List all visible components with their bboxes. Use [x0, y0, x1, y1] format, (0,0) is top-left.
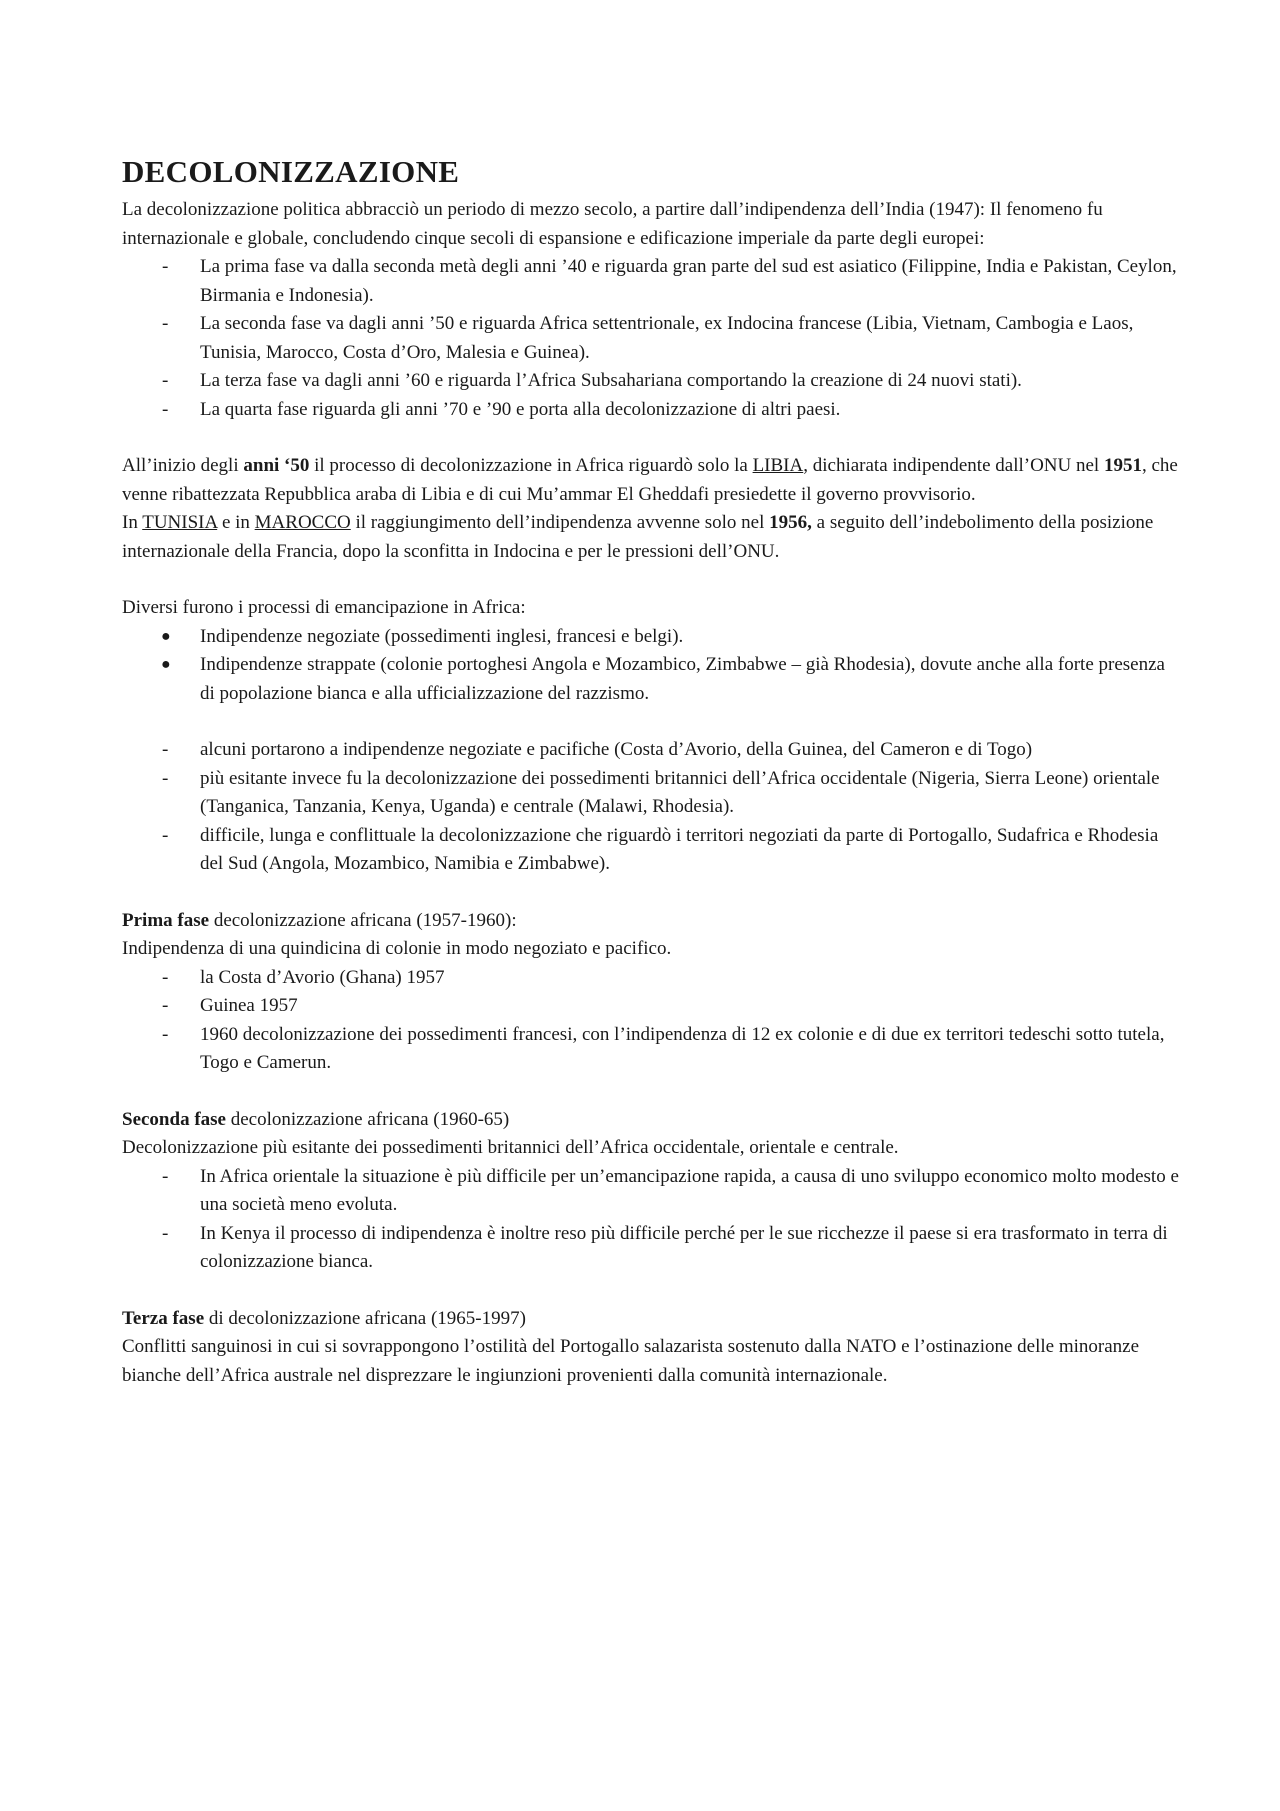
dash-marker: -	[162, 966, 169, 988]
document-page	[122, 150, 1182, 1390]
text-run: decolonizzazione africana (1960-65)	[225, 1108, 510, 1130]
list-item-text: La prima fase va dalla seconda metà degli anni ’40 e riguarda gran parte del sud est asiatico (Filippine, India e Pakistan, Ceylon, Birmania e Indonesia).	[200, 256, 1177, 306]
list-item	[122, 310, 1182, 367]
text-run: il raggiungimento dell’indipendenza avvenne solo nel	[350, 512, 770, 533]
list-item	[122, 253, 1182, 310]
intro-paragraph: La decolonizzazione politica abbracciò un periodo di mezzo secolo, a partire dall’indipendenza dell’India (1947): Il fenomeno fu internazionale e globale, concludendo cinque secoli di espansione e edificazione imperiale da parte degli europei:	[122, 199, 1103, 249]
bold-text: Terza fase	[122, 1307, 205, 1329]
dash-marker: -	[162, 370, 169, 391]
list-item	[122, 765, 1182, 822]
bullet-marker: ●	[161, 627, 171, 645]
text-run: In	[122, 512, 143, 533]
second-phase-description: Decolonizzazione più esitante dei possedimenti britannici dell’Africa occidentale, orientale e centrale.	[122, 1137, 899, 1158]
first-phase-list	[122, 964, 1182, 1078]
document-title: DECOLONIZZAZIONE	[122, 154, 460, 189]
first-phase-description: Indipendenza di una quindicina di colonie in modo negoziato e pacifico.	[122, 938, 672, 959]
list-item	[122, 396, 1182, 425]
processes-intro: Diversi furono i processi di emancipazione in Africa:	[122, 597, 526, 618]
dash-marker: -	[162, 824, 169, 846]
text-run: , che venne ribattezzata Repubblica araba di Libia e di cui Mu’ammar El Gheddafi presiedette il governo provvisorio.	[122, 455, 1178, 505]
bullet-marker: ●	[161, 656, 171, 673]
list-item-text: la Costa d’Avorio (Ghana) 1957	[200, 966, 445, 988]
dash-marker: -	[162, 995, 169, 1016]
text-run: All’inizio degli	[122, 455, 244, 476]
bold-text: 1956,	[769, 512, 812, 533]
process-types-list	[122, 623, 1182, 709]
spacer	[122, 879, 1182, 907]
list-item-text: La seconda fase va dagli anni ’50 e riguarda Africa settentrionale, ex Indocina francese (Libia, Vietnam, Cambogia e Laos, Tunisia, Marocco, Costa d’Oro, Malesia e Guinea).	[200, 313, 1134, 363]
list-item	[122, 736, 1182, 765]
spacer	[122, 1277, 1182, 1305]
underlined-text: MAROCCO	[254, 512, 351, 533]
third-phase-description: Conflitti sanguinosi in cui si sovrappongono l’ostilità del Portogallo salazarista sostenuto dalla NATO e l’ostinazione delle minoranze bianche dell’Africa australe nel disprezzare le ingiunzioni provenienti dalla comunità internazionale.	[122, 1336, 1140, 1386]
spacer	[122, 1078, 1182, 1106]
spacer	[122, 566, 1182, 594]
underlined-text: LIBIA	[752, 455, 804, 476]
phases-list	[122, 253, 1182, 424]
process-details-list	[122, 736, 1182, 879]
tunisia-paragraph	[122, 509, 1182, 566]
list-item-text: 1960 decolonizzazione dei possedimenti francesi, con l’indipendenza di 12 ex colonie e di due ex territori tedeschi sotto tutela, Togo e Camerun.	[200, 1023, 1165, 1073]
dash-marker: -	[162, 1222, 169, 1244]
dash-marker: -	[162, 739, 169, 760]
list-item-text: La terza fase va dagli anni ’60 e riguarda l’Africa Subsahariana comportando la creazione di 24 nuovi stati).	[200, 370, 1022, 391]
text-run: il processo di decolonizzazione in Africa riguardò solo la	[309, 455, 753, 476]
text-run: e in	[217, 512, 255, 533]
list-item	[122, 1220, 1182, 1277]
dash-marker: -	[162, 256, 169, 277]
list-item	[122, 1163, 1182, 1220]
list-item-text: Guinea 1957	[200, 995, 298, 1016]
list-item-text: più esitante invece fu la decolonizzazione dei possedimenti britannici dell’Africa occidentale (Nigeria, Sierra Leone) orientale (Tanganica, Tanzania, Kenya, Uganda) e centrale (Malawi, Rhodesia).	[200, 767, 1160, 817]
third-phase-heading	[122, 1305, 1182, 1334]
spacer	[122, 708, 1182, 736]
text-run: a seguito dell’indebolimento della posizione internazionale della Francia, dopo la sconfitta in Indocina e per le pressioni dell’ONU.	[122, 512, 1154, 562]
text-run: , dichiarata indipendente dall’ONU nel	[803, 455, 1104, 476]
dash-marker: -	[162, 1165, 169, 1187]
second-phase-heading	[122, 1106, 1182, 1135]
dash-marker: -	[162, 767, 169, 789]
text-run: di decolonizzazione africana (1965-1997)	[204, 1307, 526, 1329]
list-item	[122, 1021, 1182, 1078]
list-item	[122, 651, 1182, 708]
text-run: decolonizzazione africana (1957-1960):	[209, 909, 517, 931]
list-item	[122, 623, 1182, 652]
list-item-text: In Africa orientale la situazione è più difficile per un’emancipazione rapida, a causa di uno sviluppo economico molto modesto e una società meno evoluta.	[200, 1165, 1179, 1215]
list-item-text: La quarta fase riguarda gli anni ’70 e ’90 e porta alla decolonizzazione di altri paesi.	[200, 398, 841, 420]
list-item	[122, 367, 1182, 396]
bold-text: 1951	[1103, 455, 1142, 476]
list-item-text: alcuni portarono a indipendenze negoziate e pacifiche (Costa d’Avorio, della Guinea, del Cameron e di Togo)	[200, 739, 1033, 760]
bold-text: Seconda fase	[122, 1108, 226, 1130]
dash-marker: -	[162, 313, 169, 334]
list-item	[122, 992, 1182, 1021]
bold-text: Prima fase	[122, 909, 210, 931]
dash-marker: -	[162, 398, 169, 420]
list-item-text: difficile, lunga e conflittuale la decolonizzazione che riguardò i territori negoziati da parte di Portogallo, Sudafrica e Rhodesia del Sud (Angola, Mozambico, Namibia e Zimbabwe).	[200, 824, 1159, 874]
second-phase-list	[122, 1163, 1182, 1277]
libia-paragraph	[122, 452, 1182, 509]
bold-text: anni ‘50	[243, 455, 310, 476]
spacer	[122, 424, 1182, 452]
list-item	[122, 964, 1182, 993]
list-item-text: Indipendenze negoziate (possedimenti inglesi, francesi e belgi).	[200, 625, 684, 647]
list-item-text: Indipendenze strappate (colonie portoghesi Angola e Mozambico, Zimbabwe – già Rhodesia), dovute anche alla forte presenza di popolazione bianca e alla ufficializzazione del razzismo.	[200, 654, 1165, 704]
underlined-text: TUNISIA	[142, 512, 218, 533]
list-item	[122, 822, 1182, 879]
list-item-text: In Kenya il processo di indipendenza è inoltre reso più difficile perché per le sue ricchezze il paese si era trasformato in terra di colonizzazione bianca.	[200, 1222, 1168, 1272]
first-phase-heading	[122, 907, 1182, 936]
dash-marker: -	[162, 1023, 169, 1045]
